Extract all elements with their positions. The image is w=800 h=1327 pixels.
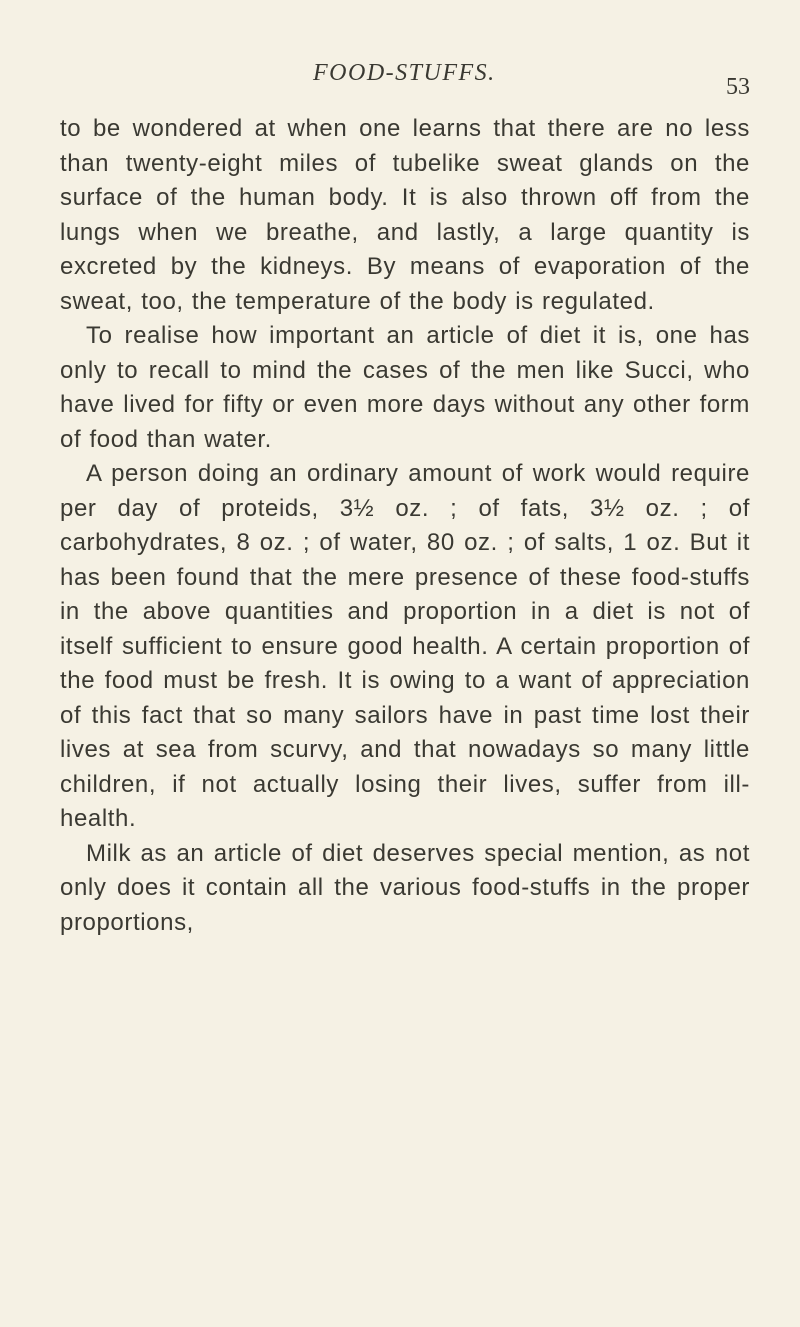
page-number: 53	[726, 74, 750, 100]
body-text	[60, 112, 750, 940]
paragraph-diet-importance: To realise how important an article of diet it is, one has only to recall to mind the cases of the men like Succi, who have lived for fifty or even more days without any other form of food than water.	[60, 322, 750, 453]
page-header	[0, 50, 800, 100]
paragraph-daily-requirements: A person doing an ordinary amount of work would require per day of proteids, 3½ oz. ; of fats, 3½ oz. ; of carbohydrates, 8 oz. ; of water, 80 oz. ; of salts, 1 oz. But it has been found that the mere presence of these food-stuffs in the above quantities and proportion in a diet is not of itself sufficient to ensure good health. A certain proportion of the food must be fresh. It is owing to a want of appreciation of this fact that so many sailors have in past time lost their lives at sea from scurvy, and that nowadays so many little children, if not actually losing their lives, suffer from ill-health.	[60, 460, 750, 832]
paragraph-continuation: to be wondered at when one learns that there are no less than twenty-eight miles of tubelike sweat glands on the surface of the human body. It is also thrown off from the lungs when we breathe, and lastly, a large quantity is excreted by the kidneys. By means of evaporation of the sweat, too, the temperature of the body is regulated.	[60, 115, 750, 315]
paragraph-milk: Milk as an article of diet deserves special mention, as not only does it contain all the various food-stuffs in the proper proportions,	[60, 839, 750, 936]
running-head: FOOD-STUFFS.	[313, 60, 496, 86]
